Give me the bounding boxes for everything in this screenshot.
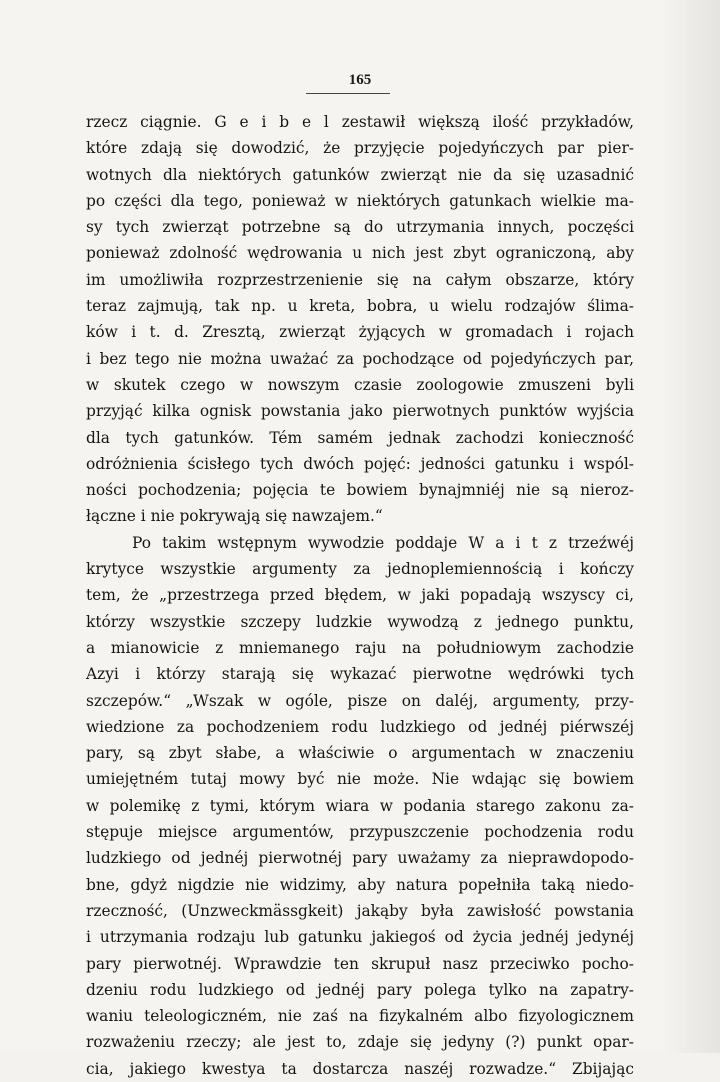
text-line: a mianowicie z mniemanego raju na południowym zachodzie — [86, 638, 634, 657]
text-line: ludzkiego od jednéj pierwotnéj pary uważamy za nieprawdopodo- — [86, 849, 634, 868]
text-line: tem, że „przestrzega przed błędem, w jaki popadają wszyscy ci, — [86, 586, 634, 605]
text-line: dla tych gatunków. Tém samém jednak zachodzi konieczność — [86, 428, 634, 447]
text-line: im umożliwiła rozprzestrzenienie się na całym obszarze, który — [86, 270, 634, 289]
text-line: ków i t. d. Zresztą, zwierząt żyjących w gromadach i rojach — [86, 323, 634, 342]
page-edge-shadow — [660, 0, 720, 1053]
text-line: ponieważ zdolność wędrowania u nich jest zbyt ograniczoną, aby — [86, 244, 634, 263]
text-line: waniu teleologiczném, nie zaś na fizykalném albo fizyologicznem — [86, 1007, 634, 1026]
page-number-rule — [306, 93, 390, 94]
text-line: wiedzione za pochodzeniem rodu ludzkiego od jednéj piérwszéj — [86, 717, 634, 736]
text-line: rzecz ciągnie. G e i b e l zestawił większą ilość przykładów, — [86, 113, 634, 131]
paragraph-2 — [86, 530, 634, 1082]
text-line: które zdają się dowodzić, że przyjęcie pojedyńczych par pier- — [86, 139, 634, 158]
text-line: przyjąć kilka ognisk powstania jako pierwotnych punktów wyjścia — [86, 402, 634, 421]
body-text — [86, 109, 634, 1082]
text-line: rzeczność, (Unzweckmässgkeit) jakąby była zawisłość powstania — [86, 901, 634, 920]
text-line: którzy wszystkie szczepy ludzkie wywodzą z jednego punktu, — [86, 612, 634, 631]
text-line: i utrzymania rodzaju lub gatunku jakiegoś od życia jednéj jedynéj — [86, 928, 634, 947]
text-line: po części dla tego, ponieważ w niektórych gatunkach wielkie ma- — [86, 191, 634, 210]
page-number: 165 — [348, 72, 372, 88]
text-line: rozważeniu rzeczy; ale jest to, zdaje się jedyny (?) punkt opar- — [86, 1033, 634, 1052]
text-line: teraz zajmują, tak np. u kreta, bobra, u wielu rodzajów ślima- — [86, 297, 634, 316]
text-line: Po takim wstępnym wywodzie poddaje W a i t z trzeźwéj — [132, 533, 634, 552]
text-line: umiejętném tutaj mowy być nie może. Nie wdając się bowiem — [86, 770, 634, 789]
text-line: krytyce wszystkie argumenty za jednoplemiennością i kończy — [86, 560, 634, 579]
text-line: pary, są zbyt słabe, a właściwie o argumentach w znaczeniu — [86, 744, 634, 763]
paragraph-1 — [86, 109, 634, 530]
text-line: w skutek czego w nowszym czasie zoologowie zmuszeni byli — [86, 375, 634, 394]
text-line: ności pochodzenia; pojęcia te bowiem bynajmniéj nie są nieroz- — [86, 481, 634, 500]
text-line: bne, gdyż nigdzie nie widzimy, aby natura popełniła taką niedo- — [86, 875, 634, 894]
text-line: dzeniu rodu ludzkiego od jednéj pary polega tylko na zapatry- — [86, 980, 634, 999]
text-line: odróżnienia ścisłego tych dwóch pojęć: jedności gatunku i wspól- — [86, 454, 634, 473]
text-line: łączne i nie pokrywają się nawzajem.“ — [86, 507, 383, 526]
text-line: w polemikę z tymi, którym wiara w podania starego zakonu za- — [86, 796, 634, 815]
text-line: wotnych dla niektórych gatunków zwierząt nie da się uzasadnić — [86, 165, 634, 184]
text-line: szczepów.“ „Wszak w ogóle, pisze on daléj, argumenty, przy- — [86, 691, 634, 710]
text-line: Azyi i którzy starają się wykazać pierwotne wędrówki tych — [86, 665, 634, 684]
text-line: cia, jakiego kwestya ta dostarcza naszéj rozwadze.“ Zbijając — [86, 1059, 634, 1078]
text-line: i bez tego nie można uważać za pochodzące od pojedyńczych par, — [86, 349, 634, 368]
text-line: sy tych zwierząt potrzebne są do utrzymania innych, poczęści — [86, 218, 634, 237]
text-line: stępuje miejsce argumentów, przypuszczenie pochodzenia rodu — [86, 823, 634, 842]
text-line: pary pierwotnéj. Wprawdzie ten skrupuł nasz przeciwko pocho- — [86, 954, 634, 973]
